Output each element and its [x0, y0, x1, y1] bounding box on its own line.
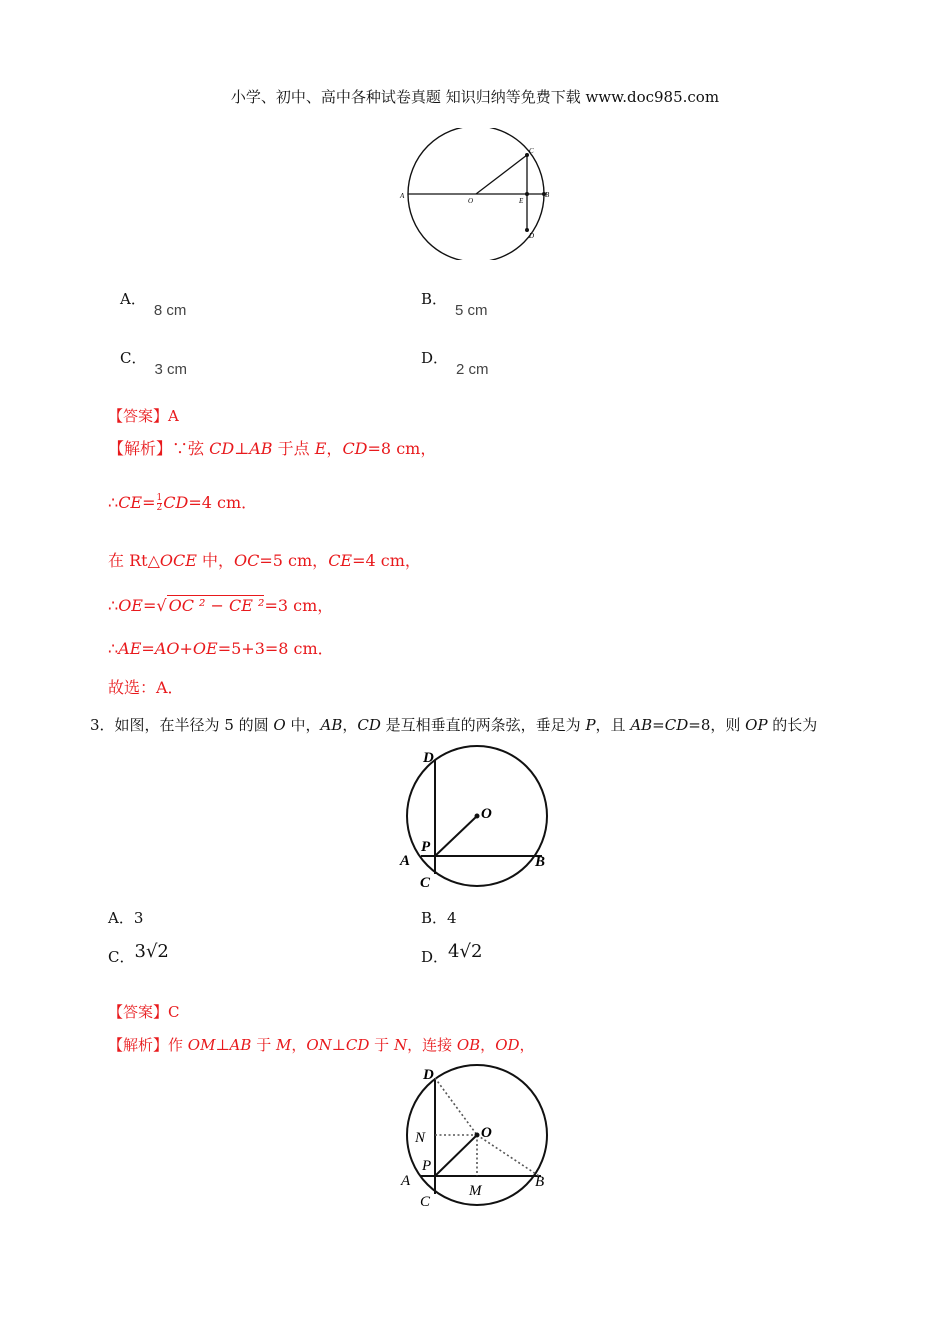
text: =3 cm，	[264, 596, 334, 615]
radical: √2	[459, 941, 483, 962]
text: 如图，在半径为 5 的圆	[114, 716, 274, 734]
page-header: 小学、初中、高中各种试卷真题 知识归纳等免费下载 www.doc985.com	[230, 88, 720, 106]
math: AB	[320, 716, 343, 734]
option-value: 8 cm	[153, 302, 187, 319]
q3-question	[90, 714, 817, 735]
label-c: C	[529, 147, 534, 155]
q2-analysis-line-4	[108, 593, 333, 616]
label-a: A	[400, 192, 405, 200]
segment-oc	[476, 155, 527, 194]
label-p: P	[421, 839, 431, 855]
segment-ob-dashed	[477, 1135, 539, 1176]
math: OC	[234, 551, 260, 570]
therefore-symbol: ∴	[108, 639, 119, 658]
label-c: C	[420, 875, 431, 891]
text: 于	[251, 1036, 276, 1054]
option-letter: D．	[421, 948, 449, 966]
label-d: D	[423, 750, 434, 766]
segment-op	[435, 1135, 477, 1176]
text: ，且	[595, 716, 631, 734]
math: M	[275, 1036, 292, 1054]
text: =5 cm，	[259, 551, 329, 570]
option-value: 3 cm	[154, 361, 187, 378]
text: =8 cm，	[367, 439, 437, 458]
answer-value: C	[168, 1003, 180, 1021]
numerator: 1	[156, 493, 163, 503]
math: ON⊥CD	[306, 1036, 370, 1054]
q3-option-c[interactable]	[108, 941, 169, 967]
label-o: O	[468, 197, 474, 205]
q2-option-c[interactable]	[120, 347, 187, 378]
text: =4 cm．	[188, 493, 258, 512]
math: P	[585, 716, 596, 734]
text: ，	[519, 1036, 535, 1054]
text: 是互相垂直的两条弦，垂足为	[380, 716, 586, 734]
math: OP	[745, 716, 768, 734]
answer-tag: 【答案】	[108, 407, 169, 425]
label-a: A	[401, 1173, 411, 1189]
math: N	[393, 1036, 408, 1054]
label-d: D	[423, 1067, 434, 1083]
option-value	[134, 941, 168, 962]
option-letter: A．	[108, 909, 134, 927]
analysis-tag: 【解析】	[108, 439, 173, 458]
label-c: C	[420, 1194, 431, 1210]
math: AE=AO+OE	[118, 639, 218, 658]
sqrt-symbol: =√	[142, 596, 167, 615]
label-d: D	[529, 232, 535, 240]
q2-option-d[interactable]	[421, 347, 489, 378]
label-o: O	[481, 1125, 492, 1141]
text: =4 cm，	[352, 551, 421, 570]
option-value	[448, 941, 482, 962]
math: AB=CD	[630, 716, 689, 734]
q3-option-a[interactable]	[108, 907, 143, 928]
math: OCE	[159, 551, 197, 570]
text: =5+3=8 cm．	[217, 639, 334, 658]
option-value: 2 cm	[456, 361, 489, 378]
sqrt-radicand: OC ² − CE ²	[168, 596, 265, 615]
center-o	[475, 814, 480, 819]
text: ，	[342, 716, 358, 734]
text: ，	[291, 1036, 307, 1054]
text: 中，	[285, 716, 321, 734]
math: E	[314, 439, 327, 458]
label-p: P	[422, 1158, 432, 1174]
text: ，连接	[407, 1036, 457, 1054]
math: O	[273, 716, 286, 734]
math: CD	[163, 493, 189, 512]
option-value: 4	[447, 909, 457, 927]
math: CE	[118, 493, 143, 512]
label-e: E	[519, 197, 524, 205]
q3-analysis	[108, 1034, 535, 1055]
text: ∵弦	[172, 439, 210, 458]
option-letter: D．	[421, 349, 449, 367]
math: OE	[118, 596, 143, 615]
text: 于点	[272, 439, 315, 458]
option-letter: C．	[120, 349, 147, 367]
option-letter: C．	[108, 948, 135, 966]
fraction-half	[157, 494, 163, 513]
segment-op	[435, 816, 477, 856]
point-e	[525, 192, 529, 196]
q3-option-b[interactable]	[421, 907, 457, 928]
q2-analysis-line-1	[108, 436, 436, 459]
text: ，	[480, 1036, 496, 1054]
answer-tag: 【答案】	[108, 1003, 169, 1021]
math: CE	[328, 551, 353, 570]
math: CD	[357, 716, 381, 734]
text: 的长为	[767, 716, 818, 734]
q2-analysis-line-3	[108, 548, 421, 571]
coefficient: 4	[448, 941, 460, 962]
option-letter: B．	[421, 909, 448, 927]
q2-analysis-line-5	[108, 636, 334, 659]
therefore-symbol: ∴	[108, 596, 119, 615]
math: CD⊥AB	[209, 439, 273, 458]
text: ，	[326, 439, 343, 458]
q2-option-b[interactable]	[421, 288, 488, 319]
text: 于	[369, 1036, 394, 1054]
label-m: M	[469, 1183, 482, 1199]
circle-figure-1	[395, 128, 555, 260]
math: OB	[456, 1036, 481, 1054]
option-letter: A．	[120, 290, 146, 308]
math: OM⊥AB	[187, 1036, 252, 1054]
text: 作	[168, 1036, 188, 1054]
analysis-tag: 【解析】	[108, 1036, 169, 1054]
q3-answer	[108, 1001, 180, 1022]
label-b: B	[545, 191, 550, 199]
circle-figure-3	[395, 1058, 560, 1213]
center-o	[475, 1133, 480, 1138]
q2-analysis-line-6: 故选：A．	[108, 678, 184, 697]
math: CD	[342, 439, 368, 458]
label-a: A	[400, 853, 411, 869]
q2-answer	[108, 405, 179, 426]
q3-option-d[interactable]	[421, 941, 483, 967]
option-value: 5 cm	[455, 302, 488, 319]
label-o: O	[481, 806, 492, 822]
label-n: N	[415, 1130, 426, 1146]
q2-analysis-line-2	[108, 490, 257, 513]
coefficient: 3	[134, 941, 146, 962]
math: OD	[495, 1036, 520, 1054]
label-b: B	[535, 854, 546, 870]
q2-option-a[interactable]	[120, 288, 187, 319]
circle-figure-2	[395, 740, 560, 892]
radical: √2	[145, 941, 169, 962]
label-b: B	[535, 1174, 545, 1190]
segment-od-dashed	[435, 1078, 477, 1135]
denominator: 2	[156, 503, 163, 513]
question-number: 3．	[90, 716, 115, 734]
answer-value: A	[168, 407, 179, 425]
text: 中，	[196, 551, 235, 570]
text: =	[142, 493, 156, 512]
therefore-symbol: ∴	[108, 493, 119, 512]
option-value: 3	[133, 909, 144, 927]
text: 在 Rt△	[108, 551, 160, 570]
option-letter: B．	[421, 290, 448, 308]
text: =8，则	[688, 716, 746, 734]
